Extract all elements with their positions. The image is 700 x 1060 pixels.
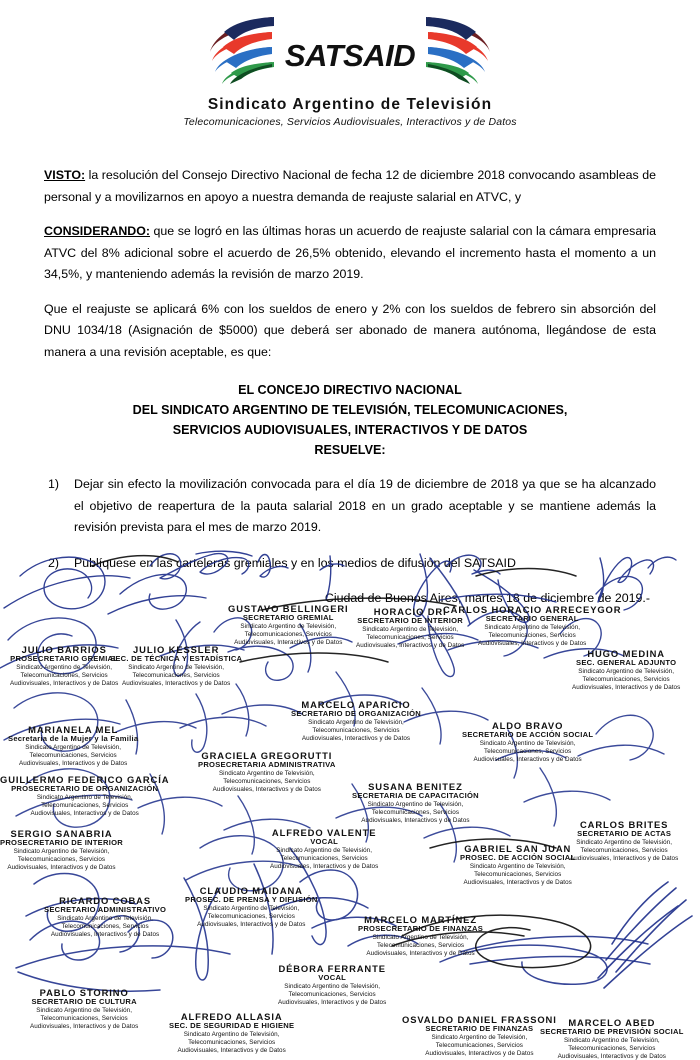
organization-subtitle: Telecomunicaciones, Servicios Audiovisuales, Interactivos y de Datos [183,116,517,128]
signature-block [278,964,386,1006]
signatory-role: Secretaria de la Mujer y la Familia [8,734,139,744]
organization-name: Sindicato Argentino de Televisión [207,96,493,113]
letterhead [0,0,700,128]
signatory-role: PROSECRETARIO DE FINANZAS [358,924,484,934]
paragraph-considerando [44,221,656,286]
signature-block [570,820,678,862]
list-item [44,474,656,539]
signatory-role: SECRETARIO DE FINANZAS [425,1024,534,1034]
signature-block [10,645,118,687]
signatory-org: Sindicato Argentino de Televisión, Telecomunicaciones, Servicios Audiovisuales, Interactivos y de Datos [121,663,231,687]
signatory-role: SEC. DE TÉCNICA Y ESTADÍSTICA [110,654,243,664]
signature-block [169,1012,294,1054]
signatory-role: SECRETARIO ADMINISTRATIVO [44,905,167,915]
heading-line-3: SERVICIOS AUDIOVISUALES, INTERACTIVOS Y DE DATOS [172,423,528,438]
signatory-name: MARIANELA MEL [28,724,119,735]
signatory-role: SECRETARIO DE ACCIÓN SOCIAL [462,730,594,740]
signatory-org: Sindicato Argentino de Televisión, Telecomunicaciones, Servicios Audiovisuales, Interactivos y de Datos [425,1033,534,1057]
signatory-name: CARLOS HORACIO ARRECEYGOR [443,604,622,615]
signatory-role: SECRETARIA DE CAPACITACIÓN [352,791,479,801]
list-text: Dejar sin efecto la movilización convocada para el día 19 de diciembre de 2018 ya que se ha alcanzado el objetivo de reapertura de la pauta salarial 2018 en un grado aceptable y se mantiene además la revisión prevista para el mes de marzo 2019. [74,477,656,535]
signature-block [270,828,378,870]
signatory-org: Sindicato Argentino de Televisión, Telecomunicaciones, Servicios Audiovisuales, Interactivos y de Datos [10,663,119,687]
signature-block [8,725,138,767]
signatory-org: Sindicato Argentino de Televisión, Telecomunicaciones, Servicios Audiovisuales, Interactivos y de Datos [301,718,411,742]
signatory-org: Sindicato Argentino de Televisión, Telecomunicaciones, Servicios Audiovisuales, Interactivos y de Datos [7,847,116,871]
heading-line-1: EL CONCEJO DIRECTIVO NACIONAL [238,383,462,398]
signatory-org: Sindicato Argentino de Televisión, Telecomunicaciones, Servicios Audiovisuales, Interactivos y de Datos [572,667,681,691]
signatory-name: MARCELO APARICIO [301,699,411,710]
signatory-role: PROSEC. DE ACCIÓN SOCIAL [460,853,576,863]
logo-wordmark: SATSAID [284,38,416,73]
signatory-org: Sindicato Argentino de Televisión, Telecomunicaciones, Servicios Audiovisuales, Interactivos y de Datos [177,1030,286,1054]
signatory-org: Sindicato Argentino de Televisión, Telecomunicaciones, Servicios Audiovisuales, Interactivos y de Datos [197,904,306,928]
signature-block [44,896,166,938]
visto-label: VISTO: [44,168,86,183]
signatory-role: SEC. GENERAL ADJUNTO [576,658,677,668]
visto-text: la resolución del Consejo Directivo Nacional de fecha 12 de diciembre 2018 convocando asambleas de personal y a movilizarnos en apoyo a nuestra demanda de reajuste salarial en ATVC, y [44,168,656,204]
signatory-role: SECRETARIO DE CULTURA [31,997,137,1007]
signatory-org: Sindicato Argentino de Televisión, Telecomunicaciones, Servicios Audiovisuales, Interactivos y de Datos [557,1036,666,1060]
signatory-org: Sindicato Argentino de Televisión, Telecomunicaciones, Servicios Audiovisuales, Interactivos y de Datos [30,1006,139,1030]
signatory-name: ALFREDO VALENTE [271,827,377,838]
signatory-role: PROSECRETARIO DE INTERIOR [0,838,123,848]
considerando-text: que se logró en las últimas horas un acuerdo de reajuste salarial con la cámara empresaria ATVC del 8% adicional sobre el acuerdo de 26,5% obtenido, elevando el incremento hasta el momento a un 34,5%, y manteniendo además la revisión de marzo 2019. [44,224,656,282]
paragraph-visto [44,165,656,208]
signatory-org: Sindicato Argentino de Televisión, Telecomunicaciones, Servicios Audiovisuales, Interactivos y de Datos [473,739,582,763]
signatory-org: Sindicato Argentino de Televisión, Telecomunicaciones, Servicios Audiovisuales, Interactivos y de Datos [50,914,160,938]
signature-block [110,645,242,687]
signature-block [460,844,575,886]
signatory-role: PROSECRETARIA ADMINISTRATIVA [198,760,336,770]
signatory-name: MARCELO ABED [568,1017,656,1028]
signatory-name: GUSTAVO BELLINGERI [228,603,349,614]
heading-line-4: RESUELVE: [314,443,386,458]
document-body [44,153,656,608]
list-marker: 2) [48,555,60,570]
signatory-role: PROSEC. DE PRENSA Y DIFUSIÓN [185,895,318,905]
signatory-name: RICARDO COBAS [59,895,152,906]
signatory-name: DÉBORA FERRANTE [278,963,386,974]
signatory-org: Sindicato Argentino de Televisión, Telecomunicaciones, Servicios Audiovisuales, Interactivos y de Datos [463,862,572,886]
satsaid-logo [200,14,500,92]
signatory-role: SECRETARIO DE ORGANIZACIÓN [291,709,421,719]
signature-block [443,605,621,647]
signature-block [358,915,483,957]
signatory-name: JULIO KESSLER [133,644,220,655]
signatory-org: Sindicato Argentino de Televisión, Telecomunicaciones, Servicios Audiovisuales, Interactivos y de Datos [19,743,128,767]
signatory-role: VOCAL [310,837,339,847]
signature-block [0,775,169,817]
signature-block [402,1015,557,1057]
signatory-org: Sindicato Argentino de Televisión, Telecomunicaciones, Servicios Audiovisuales, Interactivos y de Datos [570,838,679,862]
signatory-org: Sindicato Argentino de Televisión, Telecomunicaciones, Servicios Audiovisuales, Interactivos y de Datos [366,933,475,957]
signature-area [0,548,700,1059]
signatory-org: Sindicato Argentino de Televisión, Telecomunicaciones, Servicios Audiovisuales, Interactivos y de Datos [478,623,587,647]
signatory-name: MARCELO MARTÍNEZ [364,914,477,925]
signatory-name: SUSANA BENITEZ [368,781,463,792]
signature-block [198,751,336,793]
signatory-name: CARLOS BRITES [580,819,669,830]
signatory-name: PABLO STORINO [39,987,129,998]
signature-block [572,649,680,691]
signature-block [30,988,138,1030]
signatory-org: Sindicato Argentino de Televisión, Telecomunicaciones, Servicios Audiovisuales, Interactivos y de Datos [270,846,379,870]
signatory-name: JULIO BARRIOS [21,644,107,655]
signatory-name: HORACIO DRI [373,606,447,617]
heading-line-2: DEL SINDICATO ARGENTINO DE TELEVISIÓN, TELECOMUNICACIONES, [132,403,568,418]
paragraph-three: Que el reajuste se aplicará 6% con los sueldos de enero y 2% con los sueldos de febrero sin absorción del DNU 1034/18 (Asignación de $5000) que deberá ser abonado de manera autónoma, llegándose de esta manera a una revisión aceptable, es que: [44,301,656,359]
signatory-org: Sindicato Argentino de Televisión, Telecomunicaciones, Servicios Audiovisuales, Interactivos y de Datos [30,793,139,817]
signature-block [0,829,123,871]
signatory-name: ALFREDO ALLASIA [180,1011,283,1022]
signatory-role: SECRETARIO DE PREVISIÓN SOCIAL [540,1027,684,1037]
signature-block [352,782,479,824]
signatory-name: HUGO MEDINA [587,648,665,659]
resolution-heading [44,380,656,460]
signatory-role: SECRETARIO GENERAL [485,614,579,624]
signatory-name: ALDO BRAVO [491,720,564,731]
signature-block [185,886,318,928]
signatory-name: OSVALDO DANIEL FRASSONI [402,1014,557,1025]
signatory-name: SERGIO SANABRIA [10,828,113,839]
signatory-role: SECRETARIO DE ACTAS [577,829,672,839]
signatory-role: SECRETARIO DE INTERIOR [357,616,464,626]
signatory-org: Sindicato Argentino de Televisión, Telecomunicaciones, Servicios Audiovisuales, Interactivos y de Datos [278,982,387,1006]
signatory-role: SEC. DE SEGURIDAD E HIGIENE [169,1021,295,1031]
considerando-label: CONSIDERANDO: [44,224,151,239]
signatory-org: Sindicato Argentino de Televisión, Telecomunicaciones, Servicios Audiovisuales, Interactivos y de Datos [356,625,465,649]
signature-block [462,721,593,763]
list-marker: 1) [48,477,60,492]
list-text: Publíquese en las carteleras gremiales y en los medios de difusión del SATSAID [74,555,516,570]
signatory-org: Sindicato Argentino de Televisión, Telecomunicaciones, Servicios Audiovisuales, Interactivos y de Datos [212,769,321,793]
signatory-name: GUILLERMO FEDERICO GARCÍA [0,774,170,785]
signature-block [540,1018,684,1060]
signatory-name: GRACIELA GREGORUTTI [201,750,333,761]
signatory-role: PROSECRETARIO GREMIAL [10,654,119,664]
signatory-org: Sindicato Argentino de Televisión, Telecomunicaciones, Servicios Audiovisuales, Interactivos y de Datos [234,622,343,646]
signature-block [228,604,349,646]
signatory-role: PROSECRETARIO DE ORGANIZACIÓN [11,784,159,794]
signature-block [291,700,421,742]
signatory-name: CLAUDIO MAIDANA [199,885,303,896]
signatory-role: SECRETARIO GREMIAL [242,613,334,623]
signatory-role: VOCAL [318,973,347,983]
place-and-date: Ciudad de Buenos Aires, martes 18 de diciembre de 2019.- [324,591,650,606]
signatory-org: Sindicato Argentino de Televisión, Telecomunicaciones, Servicios Audiovisuales, Interactivos y de Datos [361,800,470,824]
signatory-name: GABRIEL SAN JUAN [464,843,572,854]
